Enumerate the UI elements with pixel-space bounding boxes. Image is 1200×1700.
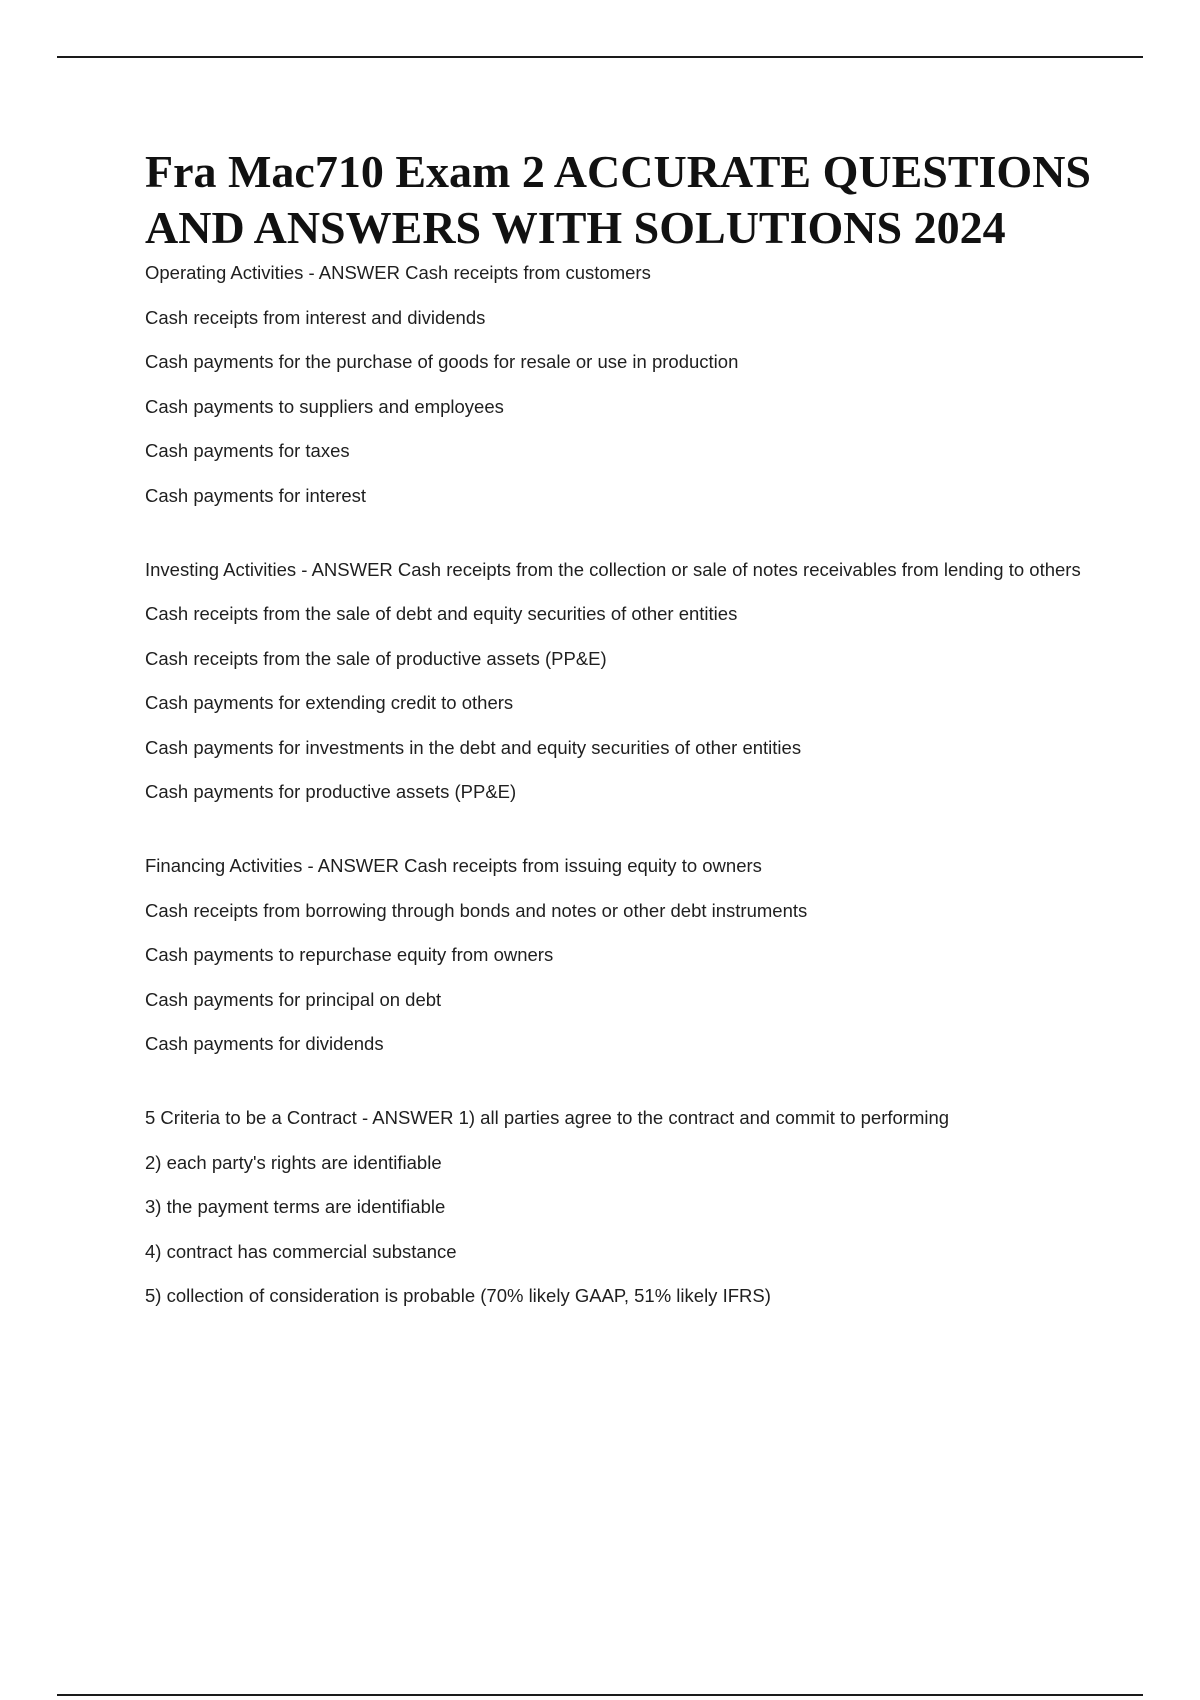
qa-line: 2) each party's rights are identifiable bbox=[145, 1151, 442, 1173]
qa-line: Cash payments for principal on debt bbox=[145, 988, 442, 1010]
qa-line: Cash payments for taxes bbox=[145, 440, 350, 461]
bottom-rule bbox=[57, 1694, 1143, 1696]
qa-line: Financing Activities - ANSWER Cash receipts from issuing equity to owners bbox=[145, 855, 762, 876]
qa-line: Cash payments for investments in the debt and equity securities of other entities bbox=[145, 736, 802, 758]
section-operating-activities bbox=[145, 258, 1095, 511]
qa-line: Operating Activities - ANSWER Cash receipts from customers bbox=[145, 262, 651, 283]
qa-line: Cash payments to suppliers and employees bbox=[145, 395, 504, 417]
top-rule bbox=[57, 56, 1143, 58]
qa-line: Cash receipts from the sale of debt and equity securities of other entities bbox=[145, 603, 738, 624]
qa-line: 5 Criteria to be a Contract - ANSWER 1) all parties agree to the contract and commit to performing bbox=[145, 1107, 950, 1128]
qa-line: Investing Activities - ANSWER Cash receipts from the collection or sale of notes receivables from lending to others bbox=[145, 558, 1081, 580]
document-body bbox=[145, 144, 1095, 1326]
qa-line: Cash receipts from interest and dividends bbox=[145, 306, 486, 328]
qa-line: Cash receipts from the sale of productive assets (PP&E) bbox=[145, 647, 607, 669]
qa-line: Cash payments for the purchase of goods for resale or use in production bbox=[145, 351, 739, 372]
document-title: Fra Mac710 Exam 2 ACCURATE QUESTIONS AND ANSWERS WITH SOLUTIONS 2024 bbox=[145, 146, 1092, 253]
qa-line: Cash payments to repurchase equity from owners bbox=[145, 944, 554, 965]
section-investing-activities bbox=[145, 555, 1095, 808]
qa-line: 5) collection of consideration is probable (70% likely GAAP, 51% likely IFRS) bbox=[145, 1285, 771, 1306]
qa-line: 3) the payment terms are identifiable bbox=[145, 1196, 446, 1217]
qa-line: 4) contract has commercial substance bbox=[145, 1240, 457, 1262]
section-financing-activities bbox=[145, 851, 1095, 1059]
qa-line: Cash payments for interest bbox=[145, 484, 367, 506]
qa-line: Cash payments for dividends bbox=[145, 1033, 384, 1054]
qa-line: Cash payments for extending credit to others bbox=[145, 692, 514, 713]
qa-line: Cash receipts from borrowing through bonds and notes or other debt instruments bbox=[145, 899, 808, 921]
section-contract-criteria bbox=[145, 1103, 1095, 1311]
qa-line: Cash payments for productive assets (PP&E) bbox=[145, 781, 517, 802]
